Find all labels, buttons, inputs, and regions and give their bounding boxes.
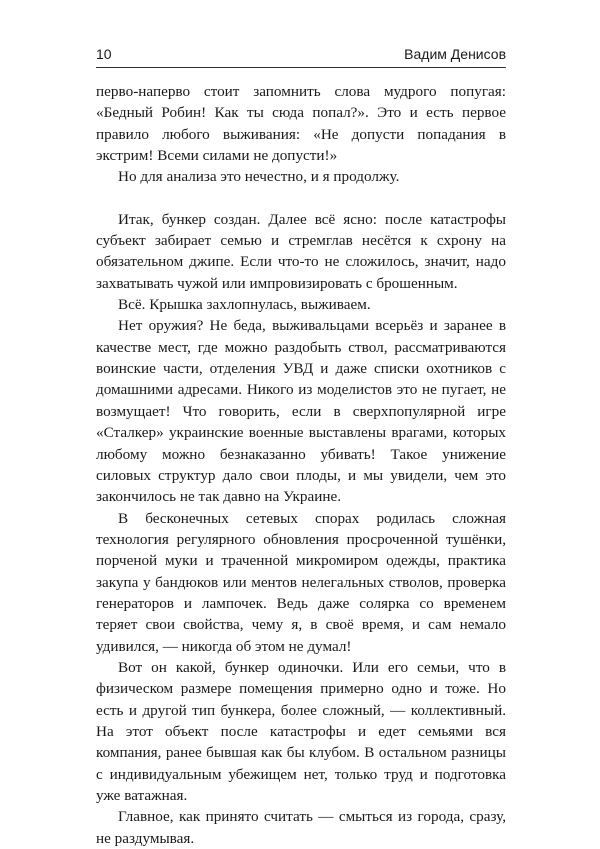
paragraph: Главное, как принято считать — смыться из города, сразу, не раздумывая. [96, 808, 506, 847]
paragraph: первo-наперво стоит запомнить слова мудрого попугая: «Бедный Робин! Как ты сюда попал?». Это и есть первое правило любого выживания: «Не допусти попадания в экстрим! Всеми силами не допусти!» [96, 83, 506, 165]
paragraph: В бесконечных сетевых спорах родилась сложная технология регулярного обновления просроченной тушёнки, порченой муки и траченной микромиром одежды, практика закупа у бандюков или ментов нелегальных стволов, проверка генераторов и лампочек. Ведь даже солярка со временем теряет свои свойства, чему я, в своё время, и сам немало удивился, — никогда об этом не думал! [96, 509, 506, 655]
page-number: 10 [96, 46, 112, 62]
page-header [96, 43, 506, 68]
paragraph: Итак, бункер создан. Далее всё ясно: после катастрофы субъект забирает семью и стремглав несётся к схрону на обязательном джипе. Если что-то не сложилось, значит, надо захватывать чужой или импровизировать с брошенным. [96, 210, 506, 292]
paragraph: Нет оружия? Не беда, выживальцами всерьёз и заранее в качестве мест, где можно раздобыть ствол, рассматриваются воинские части, отделения УВД и даже списки охотников с домашними адресами. Никого из моделистов это не пугает, не возмущает! Что говорить, если в сверхпопулярной игре «Сталкер» украинские военные выставлены врагами, которых любому можно безнаказанно убивать! Такое унижение силовых структур дало свои плоды, и мы увидели, чем это закончилось не так давно на Украине. [96, 317, 506, 506]
paragraph: Вот он какой, бункер одиночки. Или его семьи, что в физическом размере помещения примерно одно и тоже. Но есть и другой тип бункера, более сложный, — коллективный. На этот объект после катастрофы и едет семьями вся компания, ранее бывшая как бы клубом. В остальном разницы с индивидуальным убежищем нет, только труд и подготовка уже ватажная. [96, 658, 506, 804]
paragraph: Всё. Крышка захлопнулась, выживаем. [118, 296, 371, 314]
running-head-author: Вадим Денисов [404, 46, 506, 62]
paragraph: Но для анализа это нечестно, и я продолжу. [118, 168, 400, 186]
body-text [96, 81, 506, 849]
